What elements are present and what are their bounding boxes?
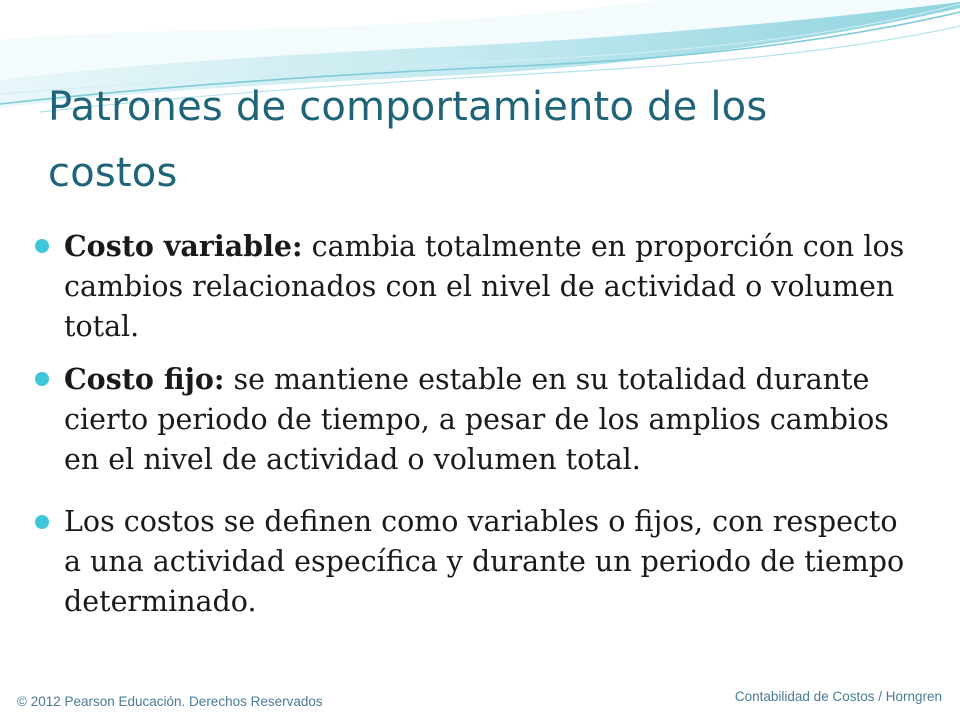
bullet-dot-icon <box>35 372 49 386</box>
bullet-text: Los costos se definen como variables o fijos, con respecto a una actividad específica y durante un periodo de tiempo determinado. <box>64 505 905 618</box>
slide-title: Patrones de comportamiento de los costos <box>48 84 768 196</box>
bullet-text: cambia totalmente en proporción con los cambios relacionados con el nivel de actividad o volumen total. <box>64 230 905 343</box>
bullet-dot-icon <box>35 239 49 253</box>
bullet-item-costo-fijo <box>34 359 914 480</box>
bullet-item-definicion <box>34 502 914 622</box>
bullet-term: Costo variable: <box>64 229 303 263</box>
bullet-text: se mantiene estable en su totalidad durante cierto periodo de tiempo, a pesar de los amplios cambios en el nivel de actividad o volumen total. <box>64 363 889 476</box>
bullet-list <box>34 226 914 622</box>
footer-source: Contabilidad de Costos / Horngren <box>734 689 942 704</box>
bullet-item-costo-variable <box>34 226 914 347</box>
bullet-term: Costo fijo: <box>64 362 225 396</box>
footer-copyright: © 2012 Pearson Educación. Derechos Reservados <box>17 694 323 709</box>
bullet-dot-icon <box>35 515 49 529</box>
